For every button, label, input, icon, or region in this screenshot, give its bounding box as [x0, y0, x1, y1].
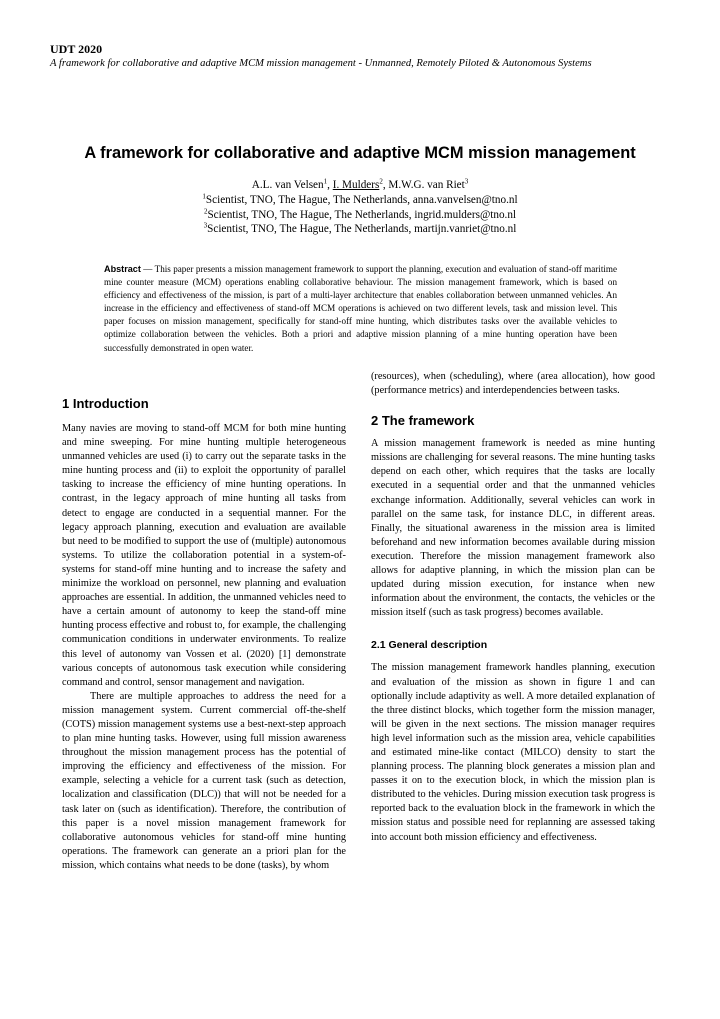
- author-3-sup: 3: [464, 177, 469, 186]
- right-column: [371, 370, 655, 845]
- author-separator: ,: [382, 179, 389, 191]
- author-separator: ,: [327, 179, 333, 191]
- general-description-paragraph: The mission management framework handles planning, execution and evaluation of the mission as shown in figure 1 and can optionally include adaptivity as well. A more detailed explanation of the three distinct blocks, which together form the mission manager, will be given in the next sections. The mission manager requires high level information such as the mission area, vehicle capabilities and estimated mine-like contact (MILCO) density to start the planning process. The planning block generates a mission plan and passes it on to the execution block, in which the mission plan is distributed to the vehicles. During mission execution task progress is reported back to the evaluation block in the framework in which the mission status and possible need for replanning are assessed taking into account both mission efficiency and effectiveness.: [371, 662, 655, 843]
- author-1-sup: 1: [323, 177, 328, 186]
- conference-name: UDT 2020: [50, 42, 103, 56]
- framework-heading: 2 The framework: [371, 413, 475, 429]
- intro-continuation: (resources), when (scheduling), where (area allocation), how good (performance metrics) and interdependencies between tasks.: [371, 371, 655, 397]
- left-column: [62, 396, 346, 873]
- intro-paragraph-1: Many navies are moving to stand-off MCM for both mine hunting and mine sweeping. For mine hunting multiple heterogeneous unmanned vehicles are used (i) to carry out the separate tasks in the mine hunting process and (ii) to exploit the opportunity of parallel tasking to increase the efficiency of mine hunting operations. In contrast, in the legacy approach of mine hunting all tasks from detect to engage are conducted in a sequential manner. For the legacy approach planning, execution and evaluation are available but need to be modified to support the use of (multiple) autonomous systems. To utilize the collaboration potential in a system-of-systems for stand-off mine hunting and to increase the safety and minimize the workload on personnel, new planning and evaluation approaches are essential. In addition, the unmanned vehicles need to have a certain amount of autonomy to keep the stand-off mine hunting process effective and robust to, for example, the challenging communication conditions in underwater environments. To realize this level of autonomy van Vossen et al. (2020) [1] demonstrate various concepts of autonomous task execution while considering command and control, sensor management and navigation.: [62, 423, 346, 688]
- affiliation-1: $^1$Scientist, TNO, The Hague, The Netherlands, anna.vanvelsen@tno.nl: [202, 192, 518, 206]
- author-2-sup: 2: [379, 177, 383, 186]
- author-block: [0, 178, 720, 237]
- abstract-text: — This paper presents a mission management framework to support the planning, execution and evaluation of stand-off maritime mine counter measure (MCM) operations enabling collaborative behaviour. The mission management framework, which is based on efficiency and effectiveness of the mission, is part of a multi-layer architecture that enables collaboration between unmanned vehicles. An increase in the efficiency and effectiveness of stand-off MCM operations is achieved on two different levels, task and mission level. This paper focuses on mission management, specifically for stand-off mine hunting, which distributes tasks over the available vehicles to optimize collaboration between the vehicles. Both a priori and adaptive mission planning of a mine hunting operation have been successfully demonstrated in open water.: [104, 264, 617, 353]
- affiliation-2: $^2$Scientist, TNO, The Hague, The Netherlands, ingrid.mulders@tno.nl: [203, 206, 517, 221]
- author-3: M.W.G. van Riet: [388, 179, 465, 191]
- affiliation-3: $^3$Scientist, TNO, The Hague, The Netherlands, martijn.vanriet@tno.nl: [203, 221, 517, 236]
- introduction-heading: 1 Introduction: [62, 396, 149, 411]
- running-title: A framework for collaborative and adaptive MCM mission management - Unmanned, Remotely Piloted & Autonomous Systems: [50, 58, 592, 69]
- author-1: A.L. van Velsen: [251, 179, 324, 191]
- author-line: [0, 178, 720, 193]
- framework-paragraph: A mission management framework is needed as mine hunting missions are challenging for several reasons. The mine hunting tasks depend on each other, which requires that the tasks are locally executed in a sequential order and that the unmanned vehicles exchange information. Additionally, several vehicles can work in parallel on the same task, for instance DLC, in different areas. Finally, the situational awareness in the mission area is limited beforehand and new information becomes available during mission execution. Therefore the mission management framework also allows for adaptive planning, in which the mission plan can be updated during mission execution, for instance when new information about the environment, the contacts, the vehicles or the mission itself (such as task progress) becomes available.: [371, 438, 655, 619]
- abstract: [104, 263, 617, 355]
- general-description-heading: 2.1 General description: [371, 639, 488, 652]
- abstract-label: Abstract: [104, 264, 141, 274]
- intro-paragraph-2: There are multiple approaches to address the need for a mission management system. Current commercial off-the-shelf (COTS) mission management systems use a best-next-step approach to plan mine hunting tasks. However, using full mission awareness throughout the mission management process has the potential of improving the efficiency and effectiveness of the mission. For example, selecting a vehicle for a current task (such as detection, localization and classification (DLC)) that will not be needed for a task later on (such as identification). Therefore, the contribution of this paper is a novel mission management framework for collaborative autonomous vehicles for stand-off mine hunting operations. The framework can generate an a priori plan for the mission, which contains what needs to be done (tasks), by whom: [62, 690, 346, 871]
- paper-title: A framework for collaborative and adaptive MCM mission management: [84, 144, 636, 162]
- author-2: I. Mulders: [332, 179, 380, 191]
